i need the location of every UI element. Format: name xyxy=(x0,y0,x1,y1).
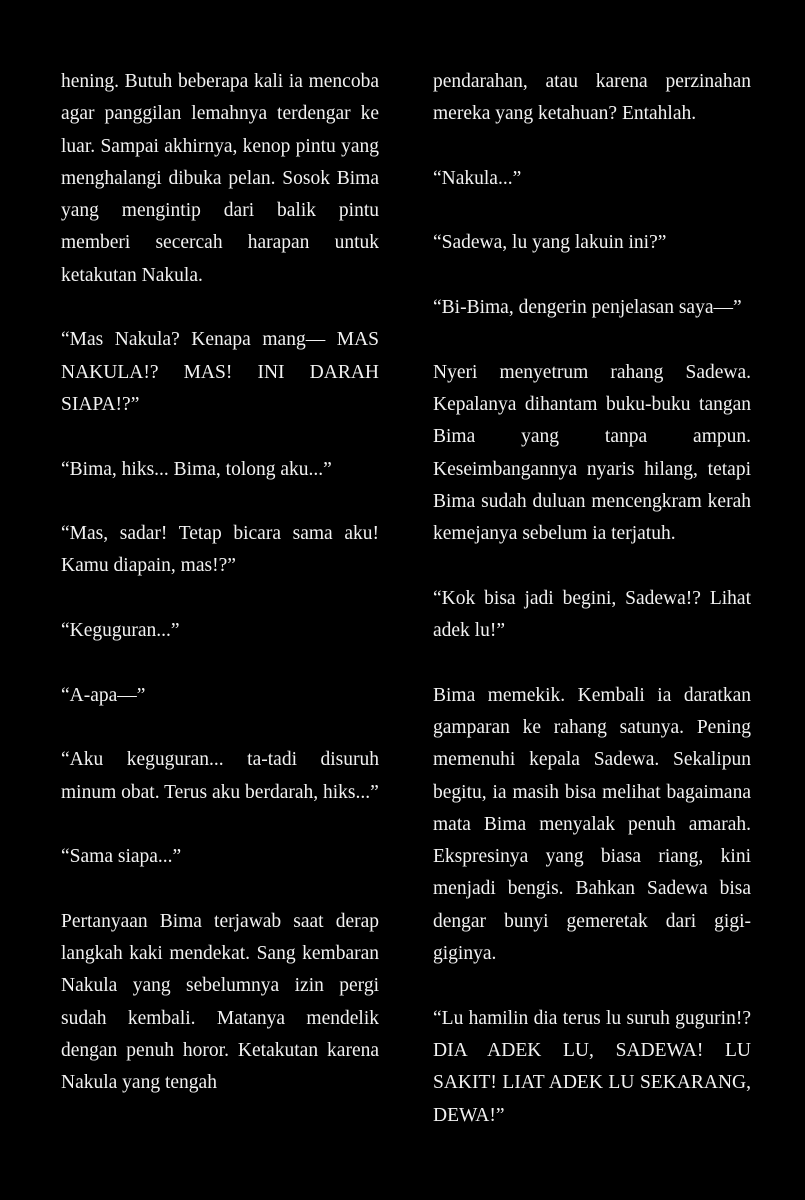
right-text-column xyxy=(433,66,751,1132)
dialogue-line: “Lu hamilin dia terus lu suruh gugurin!? DIA ADEK LU, SADEWA! LU SAKIT! LIAT ADEK LU SEKARANG, DEWA!” xyxy=(433,1007,751,1126)
paragraph: hening. Butuh beberapa kali ia mencoba agar panggilan lemahnya terdengar ke luar. Sampai akhirnya, kenop pintu yang menghalangi dibuka pelan. Sosok Bima yang mengintip dari balik pintu memberi secercah harapan untuk ketakutan Nakula. xyxy=(61,71,379,286)
dialogue-line: “A-apa—” xyxy=(61,684,146,706)
dialogue-line: “Sadewa, lu yang lakuin ini?” xyxy=(433,232,667,254)
paragraph: Nyeri menyetrum rahang Sadewa. Kepalanya dihantam buku-buku tangan Bima yang tanpa ampun. Keseimbangannya nyaris hilang, tetapi Bima sudah duluan mencengkram kerah kemejanya sebelum ia terjatuh. xyxy=(433,361,751,545)
paragraph: pendarahan, atau karena perzinahan mereka yang ketahuan? Entahlah. xyxy=(433,71,751,125)
paragraph: Bima memekik. Kembali ia daratkan gamparan ke rahang satunya. Pening memenuhi kepala Sadewa. Sekalipun begitu, ia masih bisa melihat bagaimana mata Bima menyalak penuh amarah. Ekspresinya yang biasa riang, kini menjadi bengis. Bahkan Sadewa bisa dengar bunyi gemeretak dari gigi-giginya. xyxy=(433,684,751,965)
left-text-column xyxy=(61,66,379,1100)
dialogue-line: “Sama siapa...” xyxy=(61,846,182,868)
dialogue-line: “Mas Nakula? Kenapa mang— MAS NAKULA!? MAS! INI DARAH SIAPA!?” xyxy=(61,329,379,415)
dialogue-line: “Kok bisa jadi begini, Sadewa!? Lihat adek lu!” xyxy=(433,587,751,642)
paragraph: Pertanyaan Bima terjawab saat derap langkah kaki mendekat. Sang kembaran Nakula yang sebelumnya izin pergi sudah kembali. Matanya mendelik dengan penuh horor. Ketakutan karena Nakula yang tengah xyxy=(61,910,379,1094)
dialogue-line: “Keguguran...” xyxy=(61,620,180,642)
dialogue-line: “Nakula...” xyxy=(433,167,522,189)
dialogue-line: “Aku keguguran... ta-tadi disuruh minum obat. Terus aku berdarah, hiks...” xyxy=(61,749,379,803)
dialogue-line: “Mas, sadar! Tetap bicara sama aku! Kamu diapain, mas!?” xyxy=(61,523,379,577)
dialogue-line: “Bima, hiks... Bima, tolong aku...” xyxy=(61,458,332,480)
dialogue-line: “Bi-Bima, dengerin penjelasan saya—” xyxy=(433,297,742,319)
